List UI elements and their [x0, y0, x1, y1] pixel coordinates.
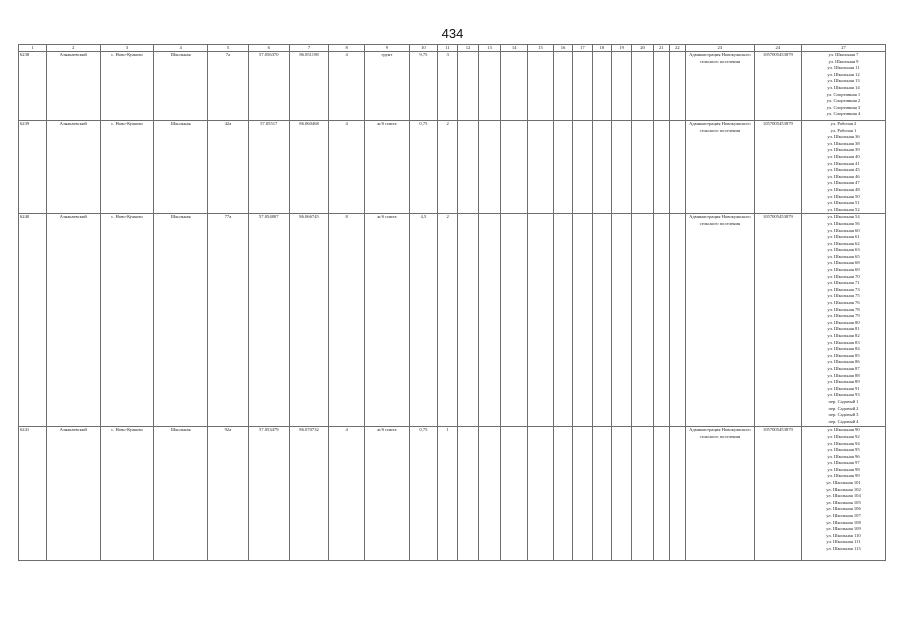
address-line: ул. Школьная 81 [827, 326, 860, 332]
district-cell: Азнакаевский [46, 427, 100, 561]
column-header-6: 6 [248, 45, 289, 52]
address-line: ул. Школьная 51 [827, 200, 860, 206]
surface-cell: ж/б плита [364, 427, 409, 561]
count-cell: 4 [329, 121, 364, 214]
column-header-1: 1 [19, 45, 47, 52]
column-header-13: 13 [478, 45, 501, 52]
record-number: 6238 [19, 52, 47, 121]
address-line: ул. Школьная 9 [828, 58, 859, 64]
area-cell: 4,5 [409, 214, 437, 427]
address-line: пер. Садовый 1 [828, 398, 859, 404]
empty-cell [669, 52, 685, 121]
empty-cell [501, 427, 528, 561]
address-line: ул. Школьная 14 [827, 84, 860, 90]
surface-cell: ж/б плита [364, 121, 409, 214]
served-addresses-cell [801, 121, 885, 214]
ogrn-cell: 1057005453879 [754, 52, 801, 121]
address-line: ул. Школьная 13 [827, 78, 860, 84]
record-number: 6240 [19, 214, 47, 427]
header-row [19, 45, 886, 52]
address-line: ул. Школьная 84 [827, 346, 860, 352]
empty-cell [478, 121, 501, 214]
empty-cell [611, 214, 631, 427]
column-header-16: 16 [553, 45, 572, 52]
address-line: ул. Школьная 56 [827, 220, 860, 226]
record-number: 6241 [19, 427, 47, 561]
latitude-cell: 57.056370 [248, 52, 289, 121]
street-cell: Школьная [154, 214, 208, 427]
empty-cell [528, 214, 554, 427]
empty-cell [592, 214, 611, 427]
empty-cell [632, 121, 653, 214]
address-line: ул. Школьная 101 [826, 480, 861, 486]
column-header-17: 17 [573, 45, 592, 52]
address-line: ул. Школьная 107 [826, 513, 861, 519]
empty-cell [528, 52, 554, 121]
registry-table [18, 44, 886, 561]
address-line: ул. Школьная 75 [827, 293, 860, 299]
district-cell: Азнакаевский [46, 214, 100, 427]
column-header-20: 20 [632, 45, 653, 52]
empty-cell [632, 427, 653, 561]
address-line: ул. Школьная 69 [827, 267, 860, 273]
settlement-cell: с. Ново-Куаково [100, 52, 154, 121]
empty-cell [458, 214, 478, 427]
empty-cell [478, 214, 501, 427]
empty-cell [573, 52, 592, 121]
address-line: ул. Школьная 73 [827, 286, 860, 292]
address-line: ул. Школьная 39 [827, 147, 860, 153]
latitude-cell: 57.053479 [248, 427, 289, 561]
latitude-cell: 57.054807 [248, 214, 289, 427]
address-line: ул. Школьная 97 [827, 460, 860, 466]
surface-cell: грунт [364, 52, 409, 121]
address-line: ул. Школьная 109 [826, 526, 861, 532]
column-header-25: 27 [801, 45, 885, 52]
owner-cell: Администрация Новокуакского сельского поселения [685, 121, 754, 214]
owner-cell: Администрация Новокуакского сельского поселения [685, 427, 754, 561]
address-line: ул. Школьная 61 [827, 234, 860, 240]
address-line: ул. Школьная 85 [827, 352, 860, 358]
table-row [19, 427, 886, 561]
address-line: ул. Школьная 106 [826, 506, 861, 512]
empty-cell [501, 214, 528, 427]
address-line: ул. Школьная 60 [827, 227, 860, 233]
table-row [19, 121, 886, 214]
address-line: ул. Школьная 12 [827, 71, 860, 77]
table-row [19, 214, 886, 427]
ogrn-cell: 1057005453879 [754, 121, 801, 214]
address-line: ул. Школьная 91 [827, 385, 860, 391]
street-cell: Школьная [154, 121, 208, 214]
address-line: ул. Школьная 62 [827, 240, 860, 246]
empty-cell [632, 214, 653, 427]
address-line: ул. Школьная 47 [827, 180, 860, 186]
address-line: ул. Школьная 87 [827, 365, 860, 371]
area-cell: 0,75 [409, 121, 437, 214]
served-addresses-cell [801, 214, 885, 427]
empty-cell [632, 52, 653, 121]
longitude-cell: 86.070732 [289, 427, 329, 561]
empty-cell [553, 121, 572, 214]
address-line: ул. Спортивная 2 [826, 98, 861, 104]
address-line: ул. Школьная 90 [827, 427, 860, 433]
address-line: ул. Школьная 71 [827, 280, 860, 286]
empty-cell [478, 427, 501, 561]
empty-cell [653, 121, 669, 214]
address-line: ул. Школьная 50 [827, 193, 860, 199]
empty-cell [611, 52, 631, 121]
longitude-cell: 86.066745 [289, 214, 329, 427]
empty-cell [458, 427, 478, 561]
served-addresses-cell [801, 52, 885, 121]
column-header-4: 4 [154, 45, 208, 52]
empty-cell [553, 52, 572, 121]
address-line: ул. Школьная 93 [827, 392, 860, 398]
column-header-10: 10 [409, 45, 437, 52]
empty-cell [653, 52, 669, 121]
address-line: ул. Школьная 82 [827, 333, 860, 338]
address-line: ул. Школьная 113 [826, 546, 861, 551]
record-number: 6239 [19, 121, 47, 214]
empty-cell [611, 427, 631, 561]
units-cell: 3 [437, 52, 457, 121]
address-line: ул. Школьная 7 [828, 52, 859, 57]
column-header-18: 18 [592, 45, 611, 52]
address-line: ул. Школьная 63 [827, 247, 860, 253]
address-line: ул. Школьная 98 [827, 466, 860, 472]
longitude-cell: 86.851198 [289, 52, 329, 121]
longitude-cell: 86.060468 [289, 121, 329, 214]
address-line: ул. Школьная 105 [826, 499, 861, 505]
column-header-11: 11 [437, 45, 457, 52]
empty-cell [653, 214, 669, 427]
empty-cell [669, 214, 685, 427]
address-line: ул. Школьная 102 [826, 486, 861, 492]
address-line: ул. Школьная 83 [827, 339, 860, 345]
empty-cell [528, 121, 554, 214]
owner-cell: Администрация Новокуакского сельского поселения [685, 214, 754, 427]
empty-cell [458, 52, 478, 121]
served-addresses-cell [801, 427, 885, 561]
empty-cell [553, 214, 572, 427]
address-line: пер. Садовый 4 [828, 418, 859, 424]
column-header-3: 3 [100, 45, 154, 52]
address-line: ул. Школьная 89 [827, 379, 860, 385]
address-line: ул. Школьная 104 [826, 493, 861, 499]
street-cell: Школьная [154, 427, 208, 561]
area-cell: 0,75 [409, 427, 437, 561]
count-cell: 4 [329, 427, 364, 561]
column-header-9: 9 [364, 45, 409, 52]
column-header-8: 8 [329, 45, 364, 52]
column-header-12: 12 [458, 45, 478, 52]
units-cell: 2 [437, 214, 457, 427]
house-number-cell: 7а [208, 52, 249, 121]
latitude-cell: 57.05517 [248, 121, 289, 214]
empty-cell [592, 427, 611, 561]
address-line: ул. Школьная 86 [827, 359, 860, 365]
empty-cell [592, 52, 611, 121]
address-line: ул. Школьная 96 [827, 453, 860, 459]
settlement-cell: с. Ново-Куаково [100, 121, 154, 214]
address-line: ул. Школьная 68 [827, 260, 860, 266]
column-header-21: 21 [653, 45, 669, 52]
address-line: ул. Школьная 110 [826, 532, 861, 538]
address-line: ул. Школьная 11 [827, 65, 860, 71]
column-header-23: 23 [685, 45, 754, 52]
address-line: ул. Школьная 79 [827, 313, 860, 319]
address-line: ул. Школьная 70 [827, 273, 860, 279]
ogrn-cell: 1057005453879 [754, 214, 801, 427]
units-cell: 1 [437, 427, 457, 561]
address-line: ул. Школьная 36 [827, 134, 860, 140]
empty-cell [669, 121, 685, 214]
address-line: ул. Школьная 54 [827, 214, 860, 220]
address-line: ул. Школьная 48 [827, 186, 860, 192]
address-line: ул. Спортивная 3 [826, 104, 861, 110]
surface-cell: ж/б плита [364, 214, 409, 427]
empty-cell [528, 427, 554, 561]
address-line: ул. Школьная 92 [827, 433, 860, 439]
address-line: ул. Школьная 78 [827, 306, 860, 312]
address-line: ул. Школьная 76 [827, 300, 860, 306]
address-line: ул. Школьная 40 [827, 153, 860, 159]
units-cell: 2 [437, 121, 457, 214]
address-line: ул. Школьная 45 [827, 167, 860, 173]
house-number-cell: 77а [208, 214, 249, 427]
empty-cell [611, 121, 631, 214]
column-header-5: 5 [208, 45, 249, 52]
address-line: ул. Спортивная 1 [826, 91, 861, 97]
district-cell: Азнакаевский [46, 52, 100, 121]
empty-cell [669, 427, 685, 561]
district-cell: Азнакаевский [46, 121, 100, 214]
empty-cell [653, 427, 669, 561]
count-cell: 8 [329, 214, 364, 427]
address-line: пер. Садовый 2 [828, 405, 859, 411]
address-line: ул. Школьная 52 [827, 206, 860, 212]
settlement-cell: с. Ново-Куаково [100, 427, 154, 561]
empty-cell [501, 121, 528, 214]
column-header-14: 14 [501, 45, 528, 52]
address-line: ул. Школьная 41 [827, 160, 860, 166]
address-line: ул. Школьная 111 [826, 539, 861, 545]
address-line: ул. Школьная 95 [827, 447, 860, 453]
address-line: ул. Школьная 46 [827, 173, 860, 179]
address-line: ул. Школьная 65 [827, 253, 860, 259]
column-header-19: 19 [611, 45, 631, 52]
ogrn-cell: 1057005453879 [754, 427, 801, 561]
empty-cell [573, 427, 592, 561]
column-header-22: 22 [669, 45, 685, 52]
address-line: ул. Школьная 88 [827, 372, 860, 378]
empty-cell [573, 121, 592, 214]
address-line: пер. Садовый 3 [828, 412, 859, 418]
empty-cell [458, 121, 478, 214]
empty-cell [592, 121, 611, 214]
empty-cell [501, 52, 528, 121]
address-line: ул. Школьная 94 [827, 440, 860, 446]
owner-cell: Администрация Новокуакского сельского поселения [685, 52, 754, 121]
address-line: ул. Школьная 108 [826, 519, 861, 525]
address-line: ул. Рабочая 2 [830, 121, 857, 126]
settlement-cell: с. Ново-Куаково [100, 214, 154, 427]
count-cell: 4 [329, 52, 364, 121]
empty-cell [553, 427, 572, 561]
empty-cell [573, 214, 592, 427]
address-line: ул. Школьная 80 [827, 319, 860, 325]
address-line: ул. Школьная 38 [827, 140, 860, 146]
address-line: ул. Рабочая 1 [830, 127, 857, 133]
page-number: 434 [441, 26, 464, 41]
column-header-24: 24 [754, 45, 801, 52]
column-header-7: 7 [289, 45, 329, 52]
area-cell: 9,75 [409, 52, 437, 121]
house-number-cell: 92а [208, 427, 249, 561]
street-cell: Школьная [154, 52, 208, 121]
column-header-15: 15 [528, 45, 554, 52]
table-row [19, 52, 886, 121]
house-number-cell: 42а [208, 121, 249, 214]
address-line: ул. Школьная 99 [827, 473, 860, 479]
empty-cell [478, 52, 501, 121]
address-line: ул. Спортивная 4 [826, 111, 861, 117]
column-header-2: 2 [46, 45, 100, 52]
